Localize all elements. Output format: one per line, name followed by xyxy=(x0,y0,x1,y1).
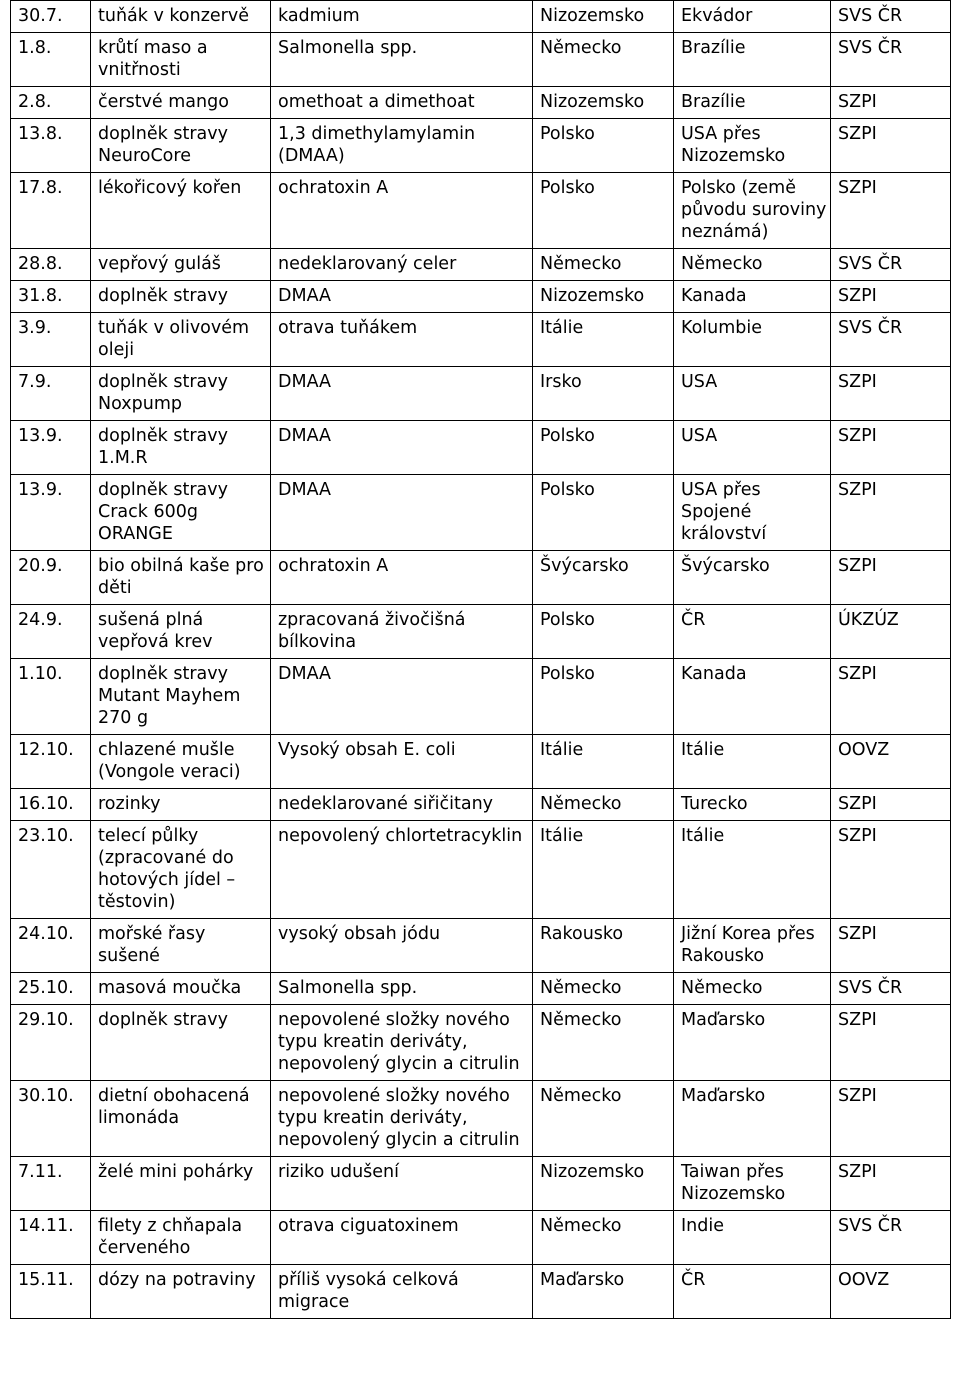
product-cell: čerstvé mango xyxy=(91,87,271,119)
authority-cell: SVS ČR xyxy=(831,1211,951,1265)
table-row xyxy=(11,659,951,735)
date-cell: 29.10. xyxy=(11,1005,91,1081)
hazard-cell: nepovolené složky nového typu kreatin deriváty, nepovolený glycin a citrulin xyxy=(271,1081,533,1157)
hazard-cell: DMAA xyxy=(271,367,533,421)
origin-country-cell: Taiwan přes Nizozemsko xyxy=(674,1157,831,1211)
hazard-cell: nepovolený chlortetracyklin xyxy=(271,821,533,919)
table-row xyxy=(11,821,951,919)
product-cell: doplněk stravy Noxpump xyxy=(91,367,271,421)
hazard-cell: DMAA xyxy=(271,659,533,735)
origin-country-cell: ČR xyxy=(674,1265,831,1319)
hazard-cell: Salmonella spp. xyxy=(271,973,533,1005)
date-cell: 7.9. xyxy=(11,367,91,421)
notifying-country-cell: Německo xyxy=(533,1005,674,1081)
origin-country-cell: Kanada xyxy=(674,659,831,735)
authority-cell: SVS ČR xyxy=(831,973,951,1005)
table-row xyxy=(11,789,951,821)
authority-cell: SZPI xyxy=(831,1005,951,1081)
hazard-cell: DMAA xyxy=(271,281,533,313)
product-cell: dózy na potraviny xyxy=(91,1265,271,1319)
origin-country-cell: USA přes Spojené království xyxy=(674,475,831,551)
table-row xyxy=(11,1211,951,1265)
product-cell: doplněk stravy Crack 600g ORANGE xyxy=(91,475,271,551)
notifying-country-cell: Švýcarsko xyxy=(533,551,674,605)
date-cell: 31.8. xyxy=(11,281,91,313)
hazard-cell: DMAA xyxy=(271,475,533,551)
origin-country-cell: Německo xyxy=(674,249,831,281)
table-row xyxy=(11,33,951,87)
product-cell: doplněk stravy xyxy=(91,1005,271,1081)
hazard-cell: nepovolené složky nového typu kreatin deriváty, nepovolený glycin a citrulin xyxy=(271,1005,533,1081)
table-row xyxy=(11,87,951,119)
date-cell: 1.8. xyxy=(11,33,91,87)
notifying-country-cell: Polsko xyxy=(533,119,674,173)
authority-cell: SZPI xyxy=(831,1157,951,1211)
notifying-country-cell: Itálie xyxy=(533,735,674,789)
date-cell: 13.8. xyxy=(11,119,91,173)
table-row xyxy=(11,1157,951,1211)
table-row xyxy=(11,735,951,789)
authority-cell: SZPI xyxy=(831,87,951,119)
notifying-country-cell: Německo xyxy=(533,789,674,821)
notifying-country-cell: Itálie xyxy=(533,313,674,367)
notifying-country-cell: Německo xyxy=(533,1081,674,1157)
table-row xyxy=(11,421,951,475)
date-cell: 30.7. xyxy=(11,1,91,33)
hazard-cell: otrava ciguatoxinem xyxy=(271,1211,533,1265)
product-cell: doplněk stravy Mutant Mayhem 270 g xyxy=(91,659,271,735)
date-cell: 15.11. xyxy=(11,1265,91,1319)
hazard-cell: 1,3 dimethylamylamin (DMAA) xyxy=(271,119,533,173)
hazard-cell: ochratoxin A xyxy=(271,551,533,605)
origin-country-cell: Ekvádor xyxy=(674,1,831,33)
product-cell: tuňák v konzervě xyxy=(91,1,271,33)
table-row xyxy=(11,367,951,421)
notifying-country-cell: Polsko xyxy=(533,475,674,551)
date-cell: 25.10. xyxy=(11,973,91,1005)
date-cell: 24.9. xyxy=(11,605,91,659)
hazard-cell: ochratoxin A xyxy=(271,173,533,249)
origin-country-cell: Maďarsko xyxy=(674,1005,831,1081)
hazard-cell: vysoký obsah jódu xyxy=(271,919,533,973)
hazard-cell: riziko udušení xyxy=(271,1157,533,1211)
table-row xyxy=(11,1265,951,1319)
authority-cell: SZPI xyxy=(831,173,951,249)
hazard-cell: nedeklarované siřičitany xyxy=(271,789,533,821)
product-cell: bio obilná kaše pro děti xyxy=(91,551,271,605)
origin-country-cell: Polsko (země původu suroviny neznámá) xyxy=(674,173,831,249)
notifying-country-cell: Nizozemsko xyxy=(533,1,674,33)
date-cell: 2.8. xyxy=(11,87,91,119)
notifying-country-cell: Německo xyxy=(533,973,674,1005)
authority-cell: OOVZ xyxy=(831,1265,951,1319)
date-cell: 17.8. xyxy=(11,173,91,249)
hazard-cell: zpracovaná živočišná bílkovina xyxy=(271,605,533,659)
product-cell: masová moučka xyxy=(91,973,271,1005)
notifying-country-cell: Polsko xyxy=(533,659,674,735)
authority-cell: OOVZ xyxy=(831,735,951,789)
hazard-cell: DMAA xyxy=(271,421,533,475)
origin-country-cell: Turecko xyxy=(674,789,831,821)
origin-country-cell: ČR xyxy=(674,605,831,659)
origin-country-cell: Jižní Korea přes Rakousko xyxy=(674,919,831,973)
notifying-country-cell: Nizozemsko xyxy=(533,1157,674,1211)
authority-cell: ÚKZÚZ xyxy=(831,605,951,659)
origin-country-cell: Indie xyxy=(674,1211,831,1265)
hazard-cell: nedeklarovaný celer xyxy=(271,249,533,281)
authority-cell: SZPI xyxy=(831,919,951,973)
notifying-country-cell: Rakousko xyxy=(533,919,674,973)
hazard-cell: Vysoký obsah E. coli xyxy=(271,735,533,789)
notifying-country-cell: Německo xyxy=(533,249,674,281)
table-row xyxy=(11,605,951,659)
origin-country-cell: Itálie xyxy=(674,821,831,919)
product-cell: filety z chňapala červeného xyxy=(91,1211,271,1265)
table-row xyxy=(11,313,951,367)
table-row xyxy=(11,475,951,551)
date-cell: 13.9. xyxy=(11,421,91,475)
product-cell: želé mini pohárky xyxy=(91,1157,271,1211)
authority-cell: SZPI xyxy=(831,281,951,313)
date-cell: 3.9. xyxy=(11,313,91,367)
table-row xyxy=(11,1,951,33)
table-row xyxy=(11,551,951,605)
origin-country-cell: Itálie xyxy=(674,735,831,789)
authority-cell: SZPI xyxy=(831,1081,951,1157)
origin-country-cell: Brazílie xyxy=(674,87,831,119)
date-cell: 24.10. xyxy=(11,919,91,973)
table-body xyxy=(11,1,951,1319)
product-cell: dietní obohacená limonáda xyxy=(91,1081,271,1157)
table-row xyxy=(11,249,951,281)
hazard-cell: příliš vysoká celková migrace xyxy=(271,1265,533,1319)
table-row xyxy=(11,1005,951,1081)
date-cell: 20.9. xyxy=(11,551,91,605)
authority-cell: SZPI xyxy=(831,119,951,173)
notifying-country-cell: Nizozemsko xyxy=(533,87,674,119)
product-cell: vepřový guláš xyxy=(91,249,271,281)
product-cell: lékořicový kořen xyxy=(91,173,271,249)
product-cell: tuňák v olivovém oleji xyxy=(91,313,271,367)
authority-cell: SVS ČR xyxy=(831,249,951,281)
date-cell: 28.8. xyxy=(11,249,91,281)
origin-country-cell: Brazílie xyxy=(674,33,831,87)
origin-country-cell: USA xyxy=(674,367,831,421)
table-row xyxy=(11,1081,951,1157)
origin-country-cell: Německo xyxy=(674,973,831,1005)
notifying-country-cell: Německo xyxy=(533,1211,674,1265)
date-cell: 12.10. xyxy=(11,735,91,789)
authority-cell: SZPI xyxy=(831,367,951,421)
authority-cell: SZPI xyxy=(831,551,951,605)
notifying-country-cell: Polsko xyxy=(533,173,674,249)
date-cell: 13.9. xyxy=(11,475,91,551)
authority-cell: SZPI xyxy=(831,789,951,821)
hazard-cell: otrava tuňákem xyxy=(271,313,533,367)
product-cell: doplněk stravy NeuroCore xyxy=(91,119,271,173)
authority-cell: SVS ČR xyxy=(831,1,951,33)
product-cell: telecí půlky (zpracované do hotových jídel – těstovin) xyxy=(91,821,271,919)
authority-cell: SZPI xyxy=(831,421,951,475)
date-cell: 30.10. xyxy=(11,1081,91,1157)
alerts-table xyxy=(10,0,951,1319)
date-cell: 7.11. xyxy=(11,1157,91,1211)
product-cell: rozinky xyxy=(91,789,271,821)
notifying-country-cell: Irsko xyxy=(533,367,674,421)
authority-cell: SVS ČR xyxy=(831,313,951,367)
product-cell: sušená plná vepřová krev xyxy=(91,605,271,659)
product-cell: doplněk stravy xyxy=(91,281,271,313)
product-cell: mořské řasy sušené xyxy=(91,919,271,973)
date-cell: 16.10. xyxy=(11,789,91,821)
date-cell: 23.10. xyxy=(11,821,91,919)
table-row xyxy=(11,173,951,249)
date-cell: 14.11. xyxy=(11,1211,91,1265)
notifying-country-cell: Polsko xyxy=(533,421,674,475)
hazard-cell: Salmonella spp. xyxy=(271,33,533,87)
origin-country-cell: USA xyxy=(674,421,831,475)
product-cell: chlazené mušle (Vongole veraci) xyxy=(91,735,271,789)
origin-country-cell: Maďarsko xyxy=(674,1081,831,1157)
hazard-cell: kadmium xyxy=(271,1,533,33)
authority-cell: SVS ČR xyxy=(831,33,951,87)
hazard-cell: omethoat a dimethoat xyxy=(271,87,533,119)
origin-country-cell: Švýcarsko xyxy=(674,551,831,605)
table-row xyxy=(11,973,951,1005)
notifying-country-cell: Maďarsko xyxy=(533,1265,674,1319)
notifying-country-cell: Polsko xyxy=(533,605,674,659)
origin-country-cell: Kanada xyxy=(674,281,831,313)
product-cell: krůtí maso a vnitřnosti xyxy=(91,33,271,87)
table-row xyxy=(11,919,951,973)
table-row xyxy=(11,119,951,173)
date-cell: 1.10. xyxy=(11,659,91,735)
authority-cell: SZPI xyxy=(831,475,951,551)
authority-cell: SZPI xyxy=(831,821,951,919)
table-row xyxy=(11,281,951,313)
origin-country-cell: USA přes Nizozemsko xyxy=(674,119,831,173)
product-cell: doplněk stravy 1.M.R xyxy=(91,421,271,475)
notifying-country-cell: Itálie xyxy=(533,821,674,919)
origin-country-cell: Kolumbie xyxy=(674,313,831,367)
notifying-country-cell: Německo xyxy=(533,33,674,87)
notifying-country-cell: Nizozemsko xyxy=(533,281,674,313)
authority-cell: SZPI xyxy=(831,659,951,735)
